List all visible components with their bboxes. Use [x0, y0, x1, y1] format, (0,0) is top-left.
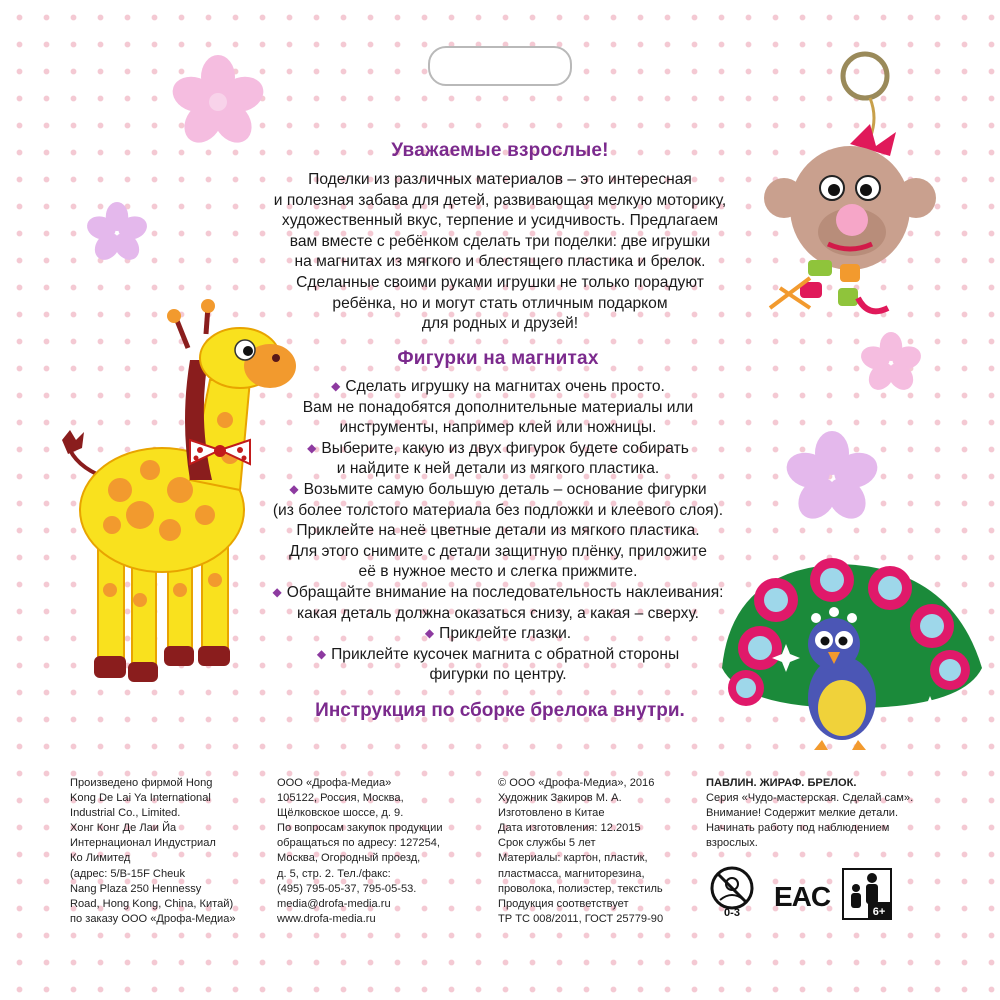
intro-heading: Уважаемые взрослые!	[391, 140, 609, 161]
age-restriction-label: 0-3	[724, 907, 740, 919]
bullet-icon: ◆	[307, 440, 317, 455]
pink-flower-icon	[168, 52, 268, 152]
intro-line: вам вместе с ребёнком сделать три поделки: две игрушки	[289, 232, 711, 250]
instruction-line: ◆ Сделать игрушку на магнитах очень просто.	[331, 378, 665, 395]
bullet-icon: ◆	[316, 646, 327, 661]
instruction-line: фигурки по центру.	[429, 666, 567, 684]
intro-line: ребёнка, но и могут стать отличным подарком	[332, 294, 668, 312]
intro-line: Сделанные своими руками игрушки не только порадуют	[296, 273, 704, 291]
instruction-line: ◆ Выберите, какую из двух фигурок будете собирать	[307, 439, 689, 457]
magnets-heading: Фигурки на магнитах	[397, 348, 599, 369]
eac-mark-icon	[773, 872, 831, 918]
instruction-line: какая деталь должна оказаться снизу, а какая – сверху.	[296, 604, 700, 622]
eac-label: EAC	[773, 881, 831, 912]
instruction-line: Для этого снимите с детали защитную плёнку, приложите	[289, 542, 707, 560]
instruction-line: Вам не понадобятся дополнительные материалы или	[302, 398, 694, 416]
bullet-icon: ◆	[424, 626, 435, 641]
instruction-line: инструменты, например клей или ножницы.	[339, 419, 657, 437]
age-restriction-icon	[706, 866, 758, 918]
magnets-section	[222, 348, 774, 686]
age-rating-label: 6+	[872, 906, 886, 918]
instruction-line: (из более толстого материала без подложки и клеевого слоя).	[272, 501, 724, 519]
intro-line: на магнитах из мягкого и блестящего пластика и брелок.	[294, 253, 706, 271]
lilac-flower-icon	[84, 200, 150, 266]
instruction-line: ◆ Возьмите самую большую деталь – основание фигурки	[289, 480, 707, 498]
keychain-instructions-note: Инструкция по сборке брелока внутри.	[315, 700, 685, 721]
bullet-icon: ◆	[289, 481, 299, 496]
instruction-line: ◆ Приклейте кусочек магнита с обратной стороны	[316, 645, 680, 663]
intro-line: для родных и друзей!	[421, 315, 579, 333]
manufacturer-info: Произведено фирмой Hong Kong De Lai Ya International Industrial Co., Limited. Хонг Конг Де Лаи Йа Интернационал Индустриал Ко Лимитед (адрес: 5/B-15F Cheuk Nang Plaza 250 Hennessy Road, Hong Kong, China, Китай) по заказу ООО «Дрофа-Медиа»	[70, 777, 236, 925]
production-info: © ООО «Дрофа-Медиа», 2016 Художник Закиров М. А. Изготовлено в Китае Дата изготовления: 12.2015 Срок службы 5 лет Материалы: картон, пластик, пластмасса, магниторезина, проволока, полиэстер, текстиль Продукция соответствует ТР ТС 008/2011, ГОСТ 25779-90	[498, 777, 664, 925]
instruction-line: ◆ Приклейте глазки.	[424, 625, 572, 643]
intro-line: художественный вкус, терпение и усидчивость. Предлагаем	[281, 212, 719, 230]
intro-section	[250, 140, 750, 335]
monkey-keychain-illustration	[740, 48, 940, 348]
product-title: ПАВЛИН. ЖИРАФ. БРЕЛОК.	[706, 777, 857, 789]
intro-line: Поделки из различных материалов – это интересная	[308, 171, 692, 188]
age-rating-icon	[842, 868, 892, 920]
instruction-line: её в нужное место и слегка прижмите.	[358, 563, 638, 581]
instruction-line: ◆ Обращайте внимание на последовательность наклеивания:	[272, 583, 724, 601]
publisher-info: ООО «Дрофа-Медиа» 105122, Россия, Москва, Щёлковское шоссе, д. 9. По вопросам закупок продукции обращаться по адресу: 127254, Москва, Огородный проезд, д. 5, стр. 2. Тел./факс: (495) 795-05-37, 795-05-53. media@drofa-media.ru www.drofa-media.ru	[277, 777, 443, 925]
instruction-line: Приклейте на неё цветные детали из мягкого пластика.	[296, 522, 700, 540]
bullet-icon: ◆	[331, 379, 341, 393]
intro-line: и полезная забава для детей, развивающая мелкую моторику,	[273, 191, 727, 209]
hang-hole	[428, 46, 572, 86]
instruction-line: и найдите к ней детали из мягкого пластика.	[336, 460, 660, 478]
lilac-flower-large-icon	[782, 428, 882, 528]
bullet-icon: ◆	[272, 584, 282, 599]
product-info: ПАВЛИН. ЖИРАФ. БРЕЛОК. Серия «Чудо-мастерская. Сделай сам». Внимание! Содержит мелкие детали. Начинать работу под наблюдением взрослых.	[706, 776, 946, 851]
